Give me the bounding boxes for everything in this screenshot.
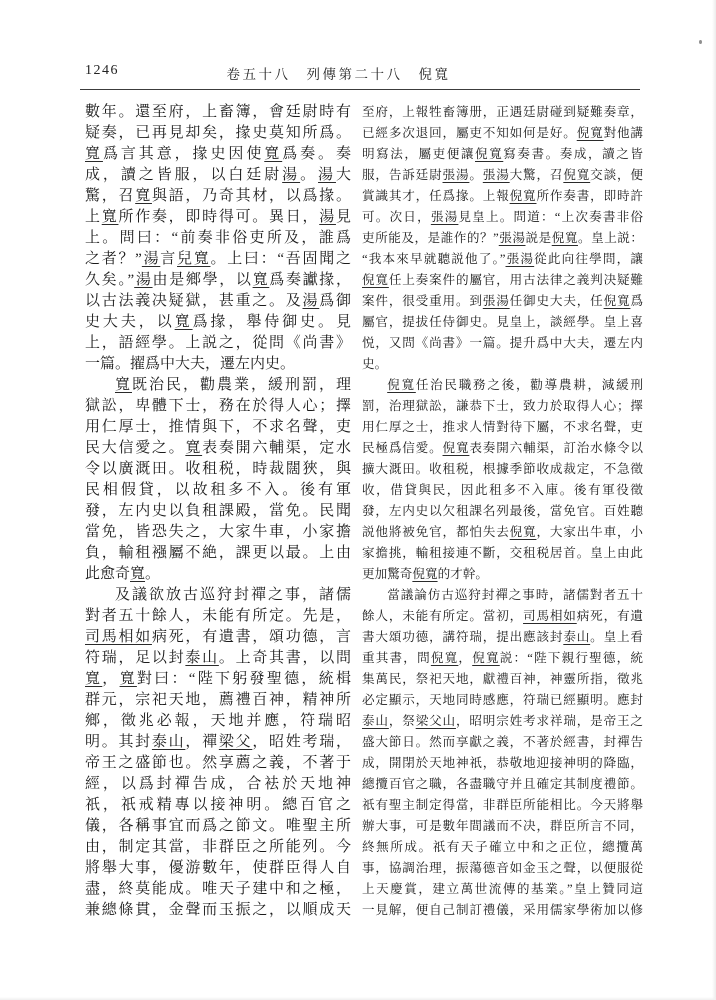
proper-name-mark: 張湯 xyxy=(430,210,459,224)
text-line: 收，借貸與民，因此租多不入庫。後有軍役徵 xyxy=(362,483,643,497)
text-line: 辦大事，可是數年間議而不决，群臣所言不同， xyxy=(362,819,643,833)
text-line: 書大頌功德，講符瑞，提出應該封泰山。皇上看 xyxy=(362,630,643,644)
text-line: 餘人，未能有所定。當初，司馬相如病死，有遺 xyxy=(362,609,643,623)
proper-name-mark: 寬 xyxy=(85,146,103,162)
proper-name-mark: 湯 xyxy=(282,167,301,183)
proper-name-mark: 梁父 xyxy=(218,734,253,750)
text-line: 上，語經學。上説之，從問《尚書》 xyxy=(85,335,351,351)
text-line: 上。問曰：“前奏非俗吏所及，誰爲 xyxy=(85,230,351,246)
text-line: 群元，宗祀天地，薦禮百神，精神所 xyxy=(85,692,351,708)
proper-name-mark: 倪寬 xyxy=(362,273,389,287)
text-line: 帝王之盛節也。然享薦之義，不著于 xyxy=(85,755,351,771)
proper-name-mark: 湯 xyxy=(134,272,153,288)
proper-name-mark: 倪寬 xyxy=(412,567,438,581)
text-line: 泰山，祭梁父山，昭明宗姓考求祥瑞，是帝王之 xyxy=(362,714,643,728)
proper-name-mark: 寬 xyxy=(115,377,132,393)
text-line: 上天慶賞，建立萬世流傳的基業。”皇上贊同這 xyxy=(362,882,643,896)
proper-name-mark: 寬 xyxy=(264,146,283,162)
text-line: 家擔挑，輸租接連不斷，交租税居首。皇上由此 xyxy=(362,546,643,560)
proper-name-mark: 張湯 xyxy=(498,231,526,245)
header-divider-rule xyxy=(80,89,640,90)
text-line: 民大信愛之。寬表奏開六輔渠，定水 xyxy=(85,440,351,456)
text-line: 寬，寬對曰：“陛下躬發聖德，統楫 xyxy=(85,671,351,687)
text-line: 賞識其才，任爲掾。上報倪寬所作奏書，即時許 xyxy=(362,189,643,203)
running-header-title: 卷五十八 列傳第二十八 倪寬 xyxy=(226,67,451,82)
proper-name-mark: 倪寬 xyxy=(475,147,504,161)
proper-name-mark: 泰山 xyxy=(185,650,219,666)
proper-name-mark: 倪寬 xyxy=(551,231,578,245)
proper-name-mark: 倪寬 xyxy=(442,441,470,455)
proper-name-mark: 梁父山 xyxy=(415,714,456,728)
proper-name-mark: 張湯 xyxy=(505,252,535,266)
text-line: 負，輸租襁屬不絶，課更以最。上由 xyxy=(85,545,351,561)
text-body xyxy=(85,102,643,921)
text-line: 上寬所作奏，即時得可。異日，湯見 xyxy=(85,209,351,225)
proper-name-mark: 寬 xyxy=(85,671,103,687)
text-line: 明寫法，屬吏便讓倪寬寫奏書。奏成，讀之皆 xyxy=(362,147,643,161)
proper-name-mark: 張湯 xyxy=(482,168,510,182)
text-line: 更加驚奇倪寬的才幹。 xyxy=(362,567,488,581)
text-line: 發，左内史以欠租課名列最後，當免官。百姓聽 xyxy=(362,504,643,518)
proper-name-mark: 泰山 xyxy=(151,734,186,750)
proper-name-mark: 司馬相如 xyxy=(523,609,577,623)
text-line: 將舉大事，優游數年，使群臣得人自 xyxy=(85,860,351,876)
text-line: 發，左内史以負租課殿，當免。民聞 xyxy=(85,503,351,519)
text-line: 史。 xyxy=(362,357,388,371)
text-line: 以古法義决疑獄，甚重之。及湯爲御 xyxy=(85,293,351,309)
text-line: 成，開閉於天地神祇，恭敬地迎接神明的降臨， xyxy=(362,756,643,770)
proper-name-mark: 湯 xyxy=(318,167,336,183)
text-line: 服，告訴廷尉張湯。張湯大驚，召倪寬交談，便 xyxy=(362,168,643,182)
text-line: 及議欲放古巡狩封禪之事，諸儒 xyxy=(115,587,351,603)
text-line: 案件，很受重用。到張湯任御史大夫，任倪寬爲 xyxy=(362,294,643,308)
text-line: 民相假貸，以故租多不入。後有軍 xyxy=(85,482,351,498)
proper-name-mark: 倪寬 xyxy=(509,525,537,539)
text-line: 倪寬任上奏案件的屬官，用古法律之義判决疑難 xyxy=(362,273,643,287)
proper-name-mark: 倪寬 xyxy=(576,126,604,140)
text-line: 令以廣溉田。收租税，時裁闊狹，與 xyxy=(85,461,351,477)
page-right-edge-shadow xyxy=(712,0,716,1000)
text-line: 可。次日，張湯見皇上。問道：“上次奏書非俗 xyxy=(362,210,643,224)
proper-name-mark: 湯 xyxy=(141,251,161,267)
text-line: 寬既治民，勸農業，緩刑罰，理 xyxy=(115,377,351,393)
proper-name-mark: 倪寬 xyxy=(430,651,459,665)
text-line: 鄉，徵兆必報，天地并應，符瑞昭 xyxy=(85,713,351,729)
classical-text-column xyxy=(85,102,351,921)
proper-name-mark: 寬 xyxy=(119,671,137,687)
proper-name-mark: 寬 xyxy=(135,188,152,204)
text-line: 經，以爲封禪告成，合袪於天地神 xyxy=(85,776,351,792)
text-line: 此愈奇寬。 xyxy=(85,566,161,582)
proper-name-mark: 張湯 xyxy=(482,294,510,308)
text-line: 祇有聖主制定得當，非群臣所能相比。今天將舉 xyxy=(362,798,643,812)
text-line: 盛大節日。然而享獻之義，不著於經書，封禪告 xyxy=(362,735,643,749)
text-line: 當議論仿古巡狩封禪之事時，諸儒對者五十 xyxy=(387,588,643,602)
text-line: 必定顯示，天地同時感應，符瑞已經顯明。應封 xyxy=(362,693,643,707)
text-line: 用仁厚之士，推求人情對待下屬，不求名聲，吏 xyxy=(362,420,643,434)
proper-name-mark: 湯 xyxy=(319,209,336,225)
text-line: 久矣。”湯由是鄉學，以寬爲奏讞掾， xyxy=(85,272,351,288)
proper-name-mark: 倪寬 xyxy=(472,651,500,665)
text-line: 一見解，便自己制訂禮儀，采用儒家學術加以修 xyxy=(362,903,643,917)
proper-name-mark: 倪寬 xyxy=(603,294,631,308)
text-line: 對者五十餘人，未能有所定。先是， xyxy=(85,608,351,624)
text-line: 至府，上報牲畜簿册，正遇廷尉碰到疑難奏章， xyxy=(362,105,643,119)
proper-name-mark: 倪寬 xyxy=(509,189,537,203)
proper-name-mark: 寬 xyxy=(252,272,270,288)
text-line: 史大夫，以寬爲掾，舉侍御史。見 xyxy=(85,314,351,330)
proper-name-mark: 兒寬 xyxy=(177,251,211,267)
text-line: 終無所成。祇有天子確立中和之正位，總攬萬 xyxy=(362,840,643,854)
text-line: 説他將被免官，都怕失去倪寬，大家出牛車，小 xyxy=(362,525,643,539)
proper-name-mark: 泰山 xyxy=(362,714,389,728)
text-line: 當免，皆恐失之，大家牛車，小家擔 xyxy=(85,524,351,540)
proper-name-mark: 倪寬 xyxy=(387,378,416,392)
text-line: 儀，各稱事宜而爲之節文。唯聖主所 xyxy=(85,818,351,834)
text-line: “我本來早就聽説他了。”張湯從此向往學問，讓 xyxy=(362,252,643,266)
text-line: 疑奏，已再見却矣，掾史莫知所爲。 xyxy=(85,125,351,141)
translation-text-column xyxy=(362,102,643,921)
text-line: 總攬百官之職，各盡職守并且確定其制度禮節。 xyxy=(362,777,643,791)
text-line: 驚，召寬與語，乃奇其材，以爲掾。 xyxy=(85,188,351,204)
text-line: 司馬相如病死，有遺書，頌功德，言 xyxy=(85,629,351,645)
proper-name-mark: 湯 xyxy=(302,293,320,309)
text-line: 盡，終莫能成。唯天子建中和之極， xyxy=(85,881,351,897)
text-line: 寬爲言其意，掾史因使寬爲奏。奏 xyxy=(85,146,351,162)
text-line: 用仁厚士，推情與下，不求名聲，吏 xyxy=(85,419,351,435)
text-line: 罰，治理獄訟，謙恭下士，致力於取得人心；擇 xyxy=(362,399,643,413)
text-line: 重其書，問倪寬，倪寬説：“陛下親行聖德，統 xyxy=(362,651,643,665)
text-line: 事，協調治理，振蕩德音如金玉之聲，以便服從 xyxy=(362,861,643,875)
text-line: 之者？”湯言兒寬。上曰：“吾固聞之 xyxy=(85,251,351,267)
proper-name-mark: 倪寬 xyxy=(563,168,591,182)
text-line: 集萬民，祭祀天地，獻禮百神，神靈所指，徵兆 xyxy=(362,672,643,686)
proper-name-mark: 泰山 xyxy=(563,630,591,644)
text-line: 兼總條貫，金聲而玉振之，以順成天 xyxy=(85,902,351,918)
proper-name-mark: 寬 xyxy=(101,209,119,225)
text-line: 明。其封泰山，禪梁父，昭姓考瑞， xyxy=(85,734,351,750)
text-line: 祇，祇戒精專以接神明。總百官之 xyxy=(85,797,351,813)
page-number: 1246 xyxy=(85,63,119,78)
text-line: 一篇。擢爲中大夫，遷左内史。 xyxy=(85,356,296,372)
scan-artifact-speck xyxy=(699,40,702,44)
text-line: 符瑞，足以封泰山。上奇其書，以問 xyxy=(85,650,351,666)
proper-name-mark: 張湯 xyxy=(442,168,470,182)
proper-name-mark: 司馬相如 xyxy=(85,629,152,645)
text-line: 屬官，提拔任侍御史。見皇上，談經學。皇上喜 xyxy=(362,315,643,329)
text-line: 民極爲信愛。倪寬表奏開六輔渠，訂治水條令以 xyxy=(362,441,643,455)
proper-name-mark: 寬 xyxy=(185,440,203,456)
text-line: 由，制定其當，非群臣之所能列。今 xyxy=(85,839,351,855)
proper-name-mark: 寬 xyxy=(174,314,193,330)
text-line: 悦，又問《尚書》一篇。提升爲中大夫，遷左内 xyxy=(362,336,643,350)
text-line: 數年。還至府，上畜簿，會廷尉時有 xyxy=(85,104,351,120)
proper-name-mark: 寬 xyxy=(130,566,146,582)
text-line: 已經多次退回，屬吏不知如何是好。倪寬對他講 xyxy=(362,126,643,140)
text-line: 獄訟，卑體下士，務在於得人心；擇 xyxy=(85,398,351,414)
text-line: 成，讀之皆服，以白廷尉湯。湯大 xyxy=(85,167,351,183)
text-line: 倪寬任治民職務之後，勸導農耕，減緩刑 xyxy=(387,378,643,392)
text-line: 擴大溉田。收租税，根據季節收成裁定，不急徵 xyxy=(362,462,643,476)
text-line: 吏所能及，是誰作的？”張湯説是倪寬。皇上説： xyxy=(362,231,643,245)
